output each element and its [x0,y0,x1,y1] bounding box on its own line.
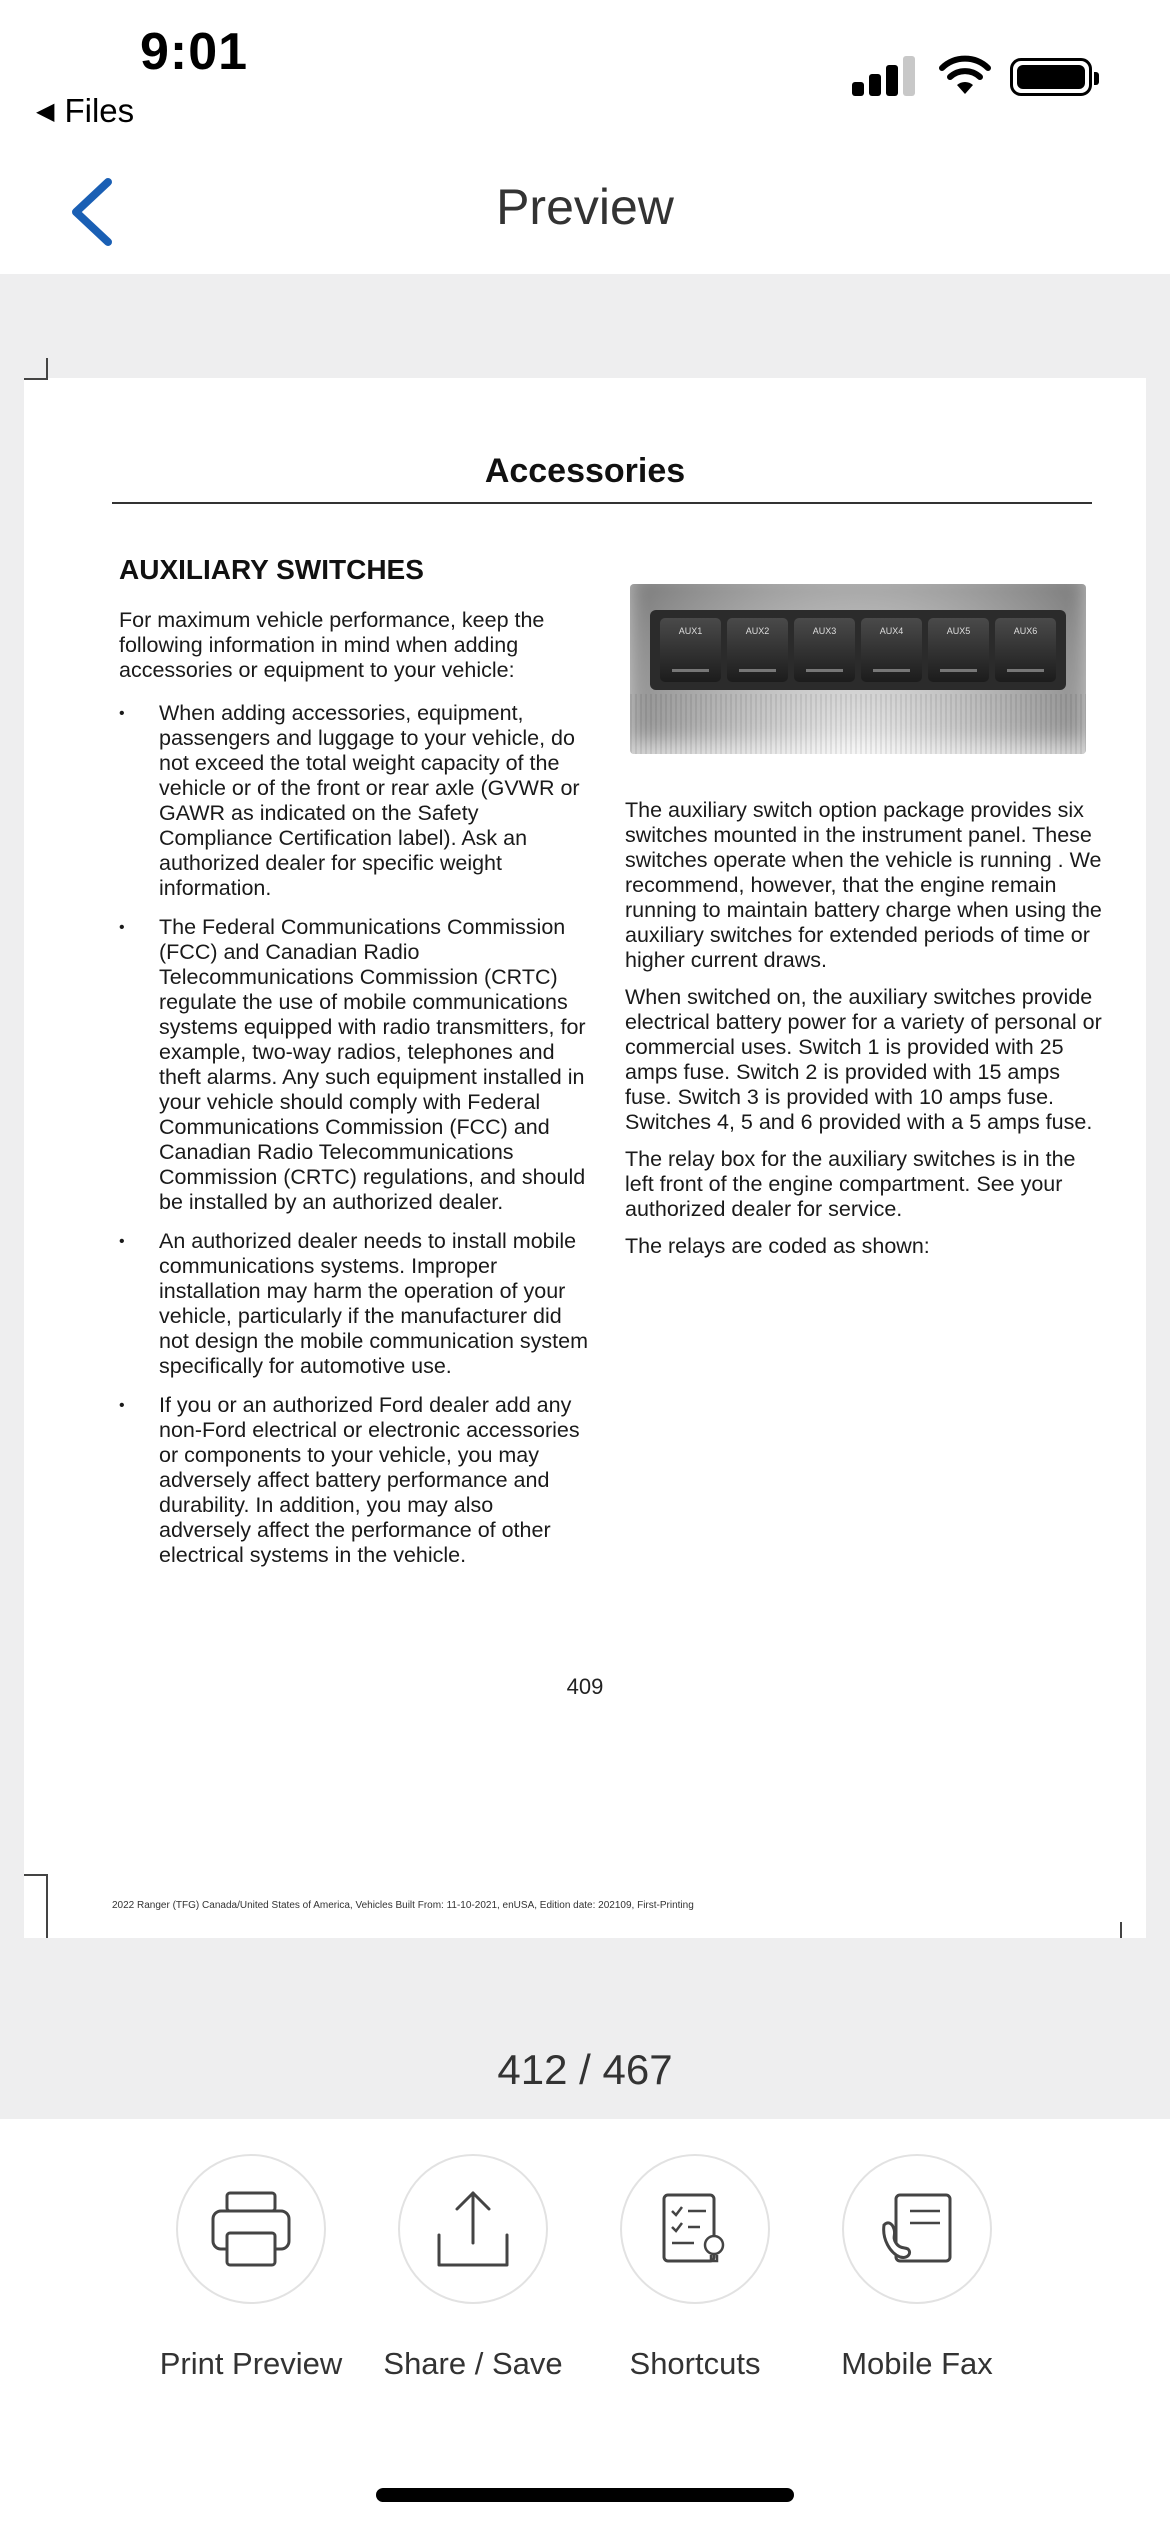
auxiliary-switches-photo [630,584,1086,754]
bottom-toolbar [0,2119,1170,2532]
back-app-label: Files [64,92,135,129]
share-save-label: Share / Save [383,2346,563,2381]
page-counter: 412 / 467 [497,2046,673,2093]
print-preview-label: Print Preview [159,2346,343,2381]
bullet-list [119,701,589,1568]
bullet-item: • An authorized dealer needs to install mobile communications systems. Improper installation may harm the operation of your vehicle, particularly if the manufacturer did not design the mobile communication system specifically for automotive use. [119,1229,589,1379]
crop-mark [24,1874,48,1876]
section-title: AUXILIARY SWITCHES [119,554,424,585]
body-paragraph: The relay box for the auxiliary switches is in the left front of the engine compartment. See your authorized dealer for service. [625,1147,1076,1221]
cellular-signal-icon [852,56,916,96]
status-bar [0,0,1170,150]
battery-icon [1010,58,1092,96]
mobile-fax-button[interactable] [807,2154,1027,2382]
body-paragraph: When switched on, the auxiliary switches provide electrical battery power for a variety of personal or commercial uses. Switch 1 is provided with 25 amps fuse. Switch 2 is provided with 15 amps fuse. Switch 3 is provided with 10 amps fuse. Switches 4, 5 and 6 provided with a 5 amps fuse. [625,985,1102,1134]
body-paragraph: The auxiliary switch option package provides six switches mounted in the instrument panel. These switches operate when the vehicle is running . We recommend, however, that the engine remain running to maintain battery charge when using the auxiliary switches for extended periods of time or higher current draws. [625,798,1102,972]
header-rule [112,502,1092,504]
aux-switch: AUX3 [794,618,855,682]
document-header: Accessories [484,452,686,490]
share-icon [433,2187,513,2271]
home-indicator[interactable] [376,2488,794,2502]
aux-switch: AUX2 [727,618,788,682]
document-footer: 2022 Ranger (TFG) Canada/United States of America, Vehicles Built From: 11-10-2021, enUSA, Edition date: 202109, First-Printing [112,1900,694,1911]
crop-mark [46,1874,48,1938]
right-column [625,798,1105,1271]
back-to-app-link[interactable] [36,92,134,130]
document-page[interactable] [24,378,1146,1938]
intro-paragraph: For maximum vehicle performance, keep the following information in mind when adding accessories or equipment to your vehicle: [119,608,545,682]
aux-switch: AUX6 [995,618,1056,682]
page-title: Preview [496,179,674,235]
wifi-icon [938,54,992,96]
bullet-item: • If you or an authorized Ford dealer add any non-Ford electrical or electronic accessories or components to your vehicle, you may adversely affect battery performance and durability. In addition, you may also adversely affect the performance of other electrical systems in the vehicle. [119,1393,589,1568]
left-column [119,554,589,1582]
bullet-item: • The Federal Communications Commission (FCC) and Canadian Radio Telecommunications Commission (CRTC) regulate the use of mobile communications systems equipped with radio transmitters, for example, two-way radios, telephones and theft alarms. Any such equipment installed in your vehicle should comply with Federal Communications Commission (FCC) and Canadian Radio Telecommunications Commission (CRTC) regulations, and should be installed by an authorized dealer. [119,915,589,1215]
share-save-button[interactable] [363,2154,583,2382]
print-preview-button[interactable] [141,2154,361,2382]
shortcuts-button[interactable] [585,2154,805,2382]
printer-icon [209,2189,293,2269]
crop-mark [46,358,48,380]
aux-switch: AUX5 [928,618,989,682]
status-time: 9:01 [140,23,249,81]
fax-icon [878,2191,956,2267]
mobile-fax-label: Mobile Fax [841,2346,993,2381]
back-triangle-icon: ◀ [36,97,55,125]
shortcuts-label: Shortcuts [629,2346,761,2381]
navigation-bar [0,150,1170,274]
bullet-item: • When adding accessories, equipment, passengers and luggage to your vehicle, do not exceed the total weight capacity of the vehicle or of the front or rear axle (GVWR or GAWR as indicated on the Safety Compliance Certification label). Ask an authorized dealer for specific weight information. [119,701,589,901]
aux-switch: AUX1 [660,618,721,682]
crop-mark [24,378,48,380]
body-paragraph: The relays are coded as shown: [625,1234,930,1258]
switch-panel [650,610,1066,690]
document-page-number: 409 [566,1674,604,1699]
aux-switch: AUX4 [861,618,922,682]
shortcuts-icon [660,2191,730,2267]
crop-mark [1120,1922,1122,1938]
